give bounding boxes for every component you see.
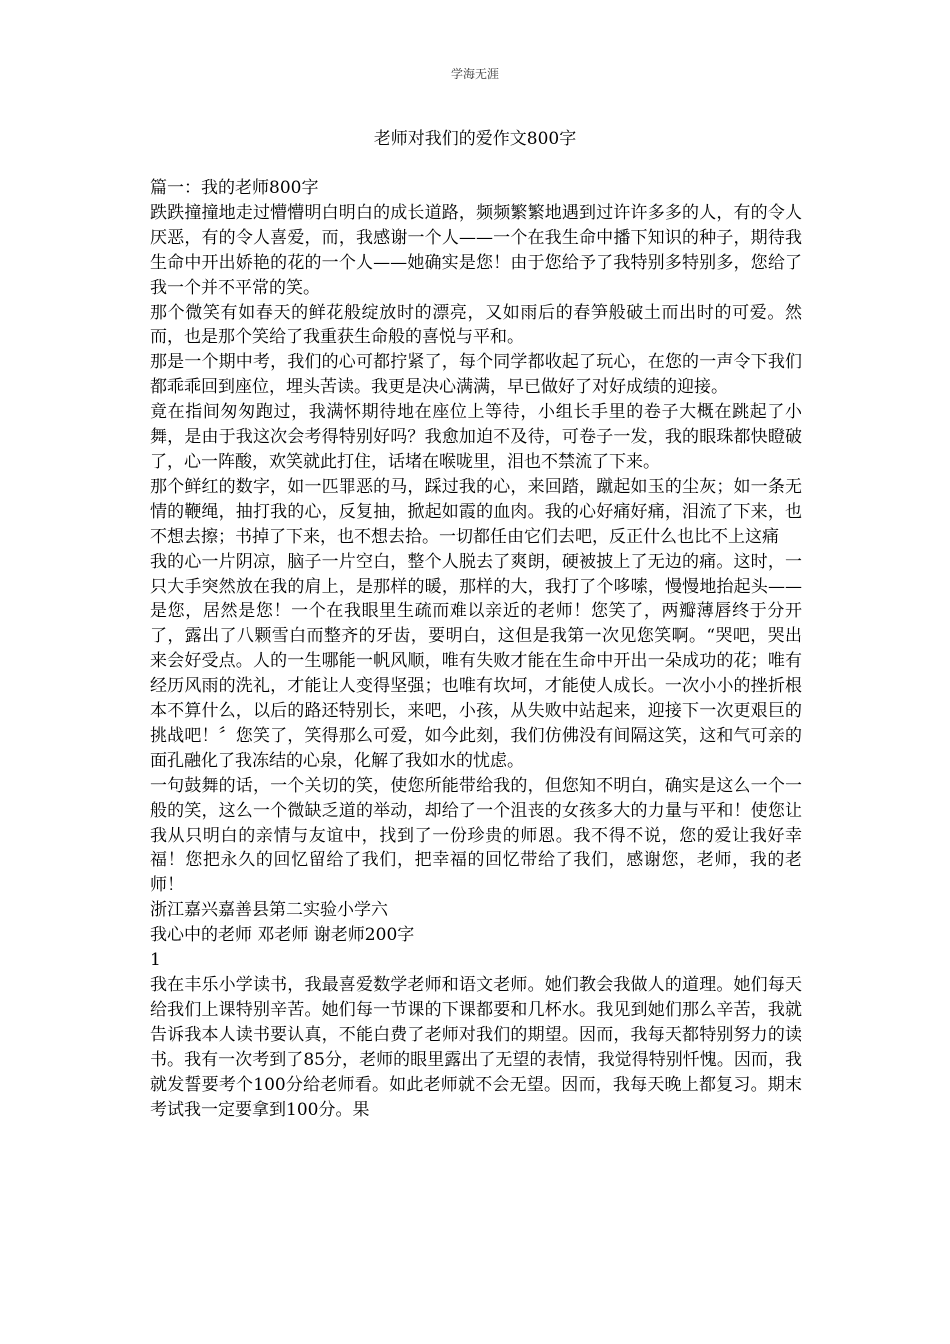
paragraph: 那是一个期中考，我们的心可都拧紧了，每个同学都收起了玩心，在您的一声令下我们都乖乖回到座位，埋头苦读。我更是决心满满，早已做好了对好成绩的迎接。 bbox=[150, 352, 802, 398]
page-header: 学海无涯 bbox=[450, 67, 499, 81]
section-number: 1 bbox=[150, 950, 161, 971]
paragraph: 一句鼓舞的话，一个关切的笑，使您所能带给我的，但您知不明白，确实是这么一个一般的笑，这么一个微缺乏道的举动，却给了一个沮丧的女孩多大的力量与平和！使您让我从只明白的亲情与友谊中，找到了一份珍贵的师恩。我不得不说，您的爱让我好幸福！您把永久的回忆留给了我们，把幸福的回忆带给了我们，感谢您，老师，我的老师！ bbox=[150, 775, 802, 896]
paragraph: 我的心一片阴凉，脑子一片空白，整个人脱去了爽朗，硬被披上了无边的痛。这时，一只大手突然放在我的肩上，是那样的暖，那样的大，我打了个哆嗦，慢慢地抬起头——是您，居然是您！一个在我眼里生疏而难以亲近的老师！您笑了，两瓣薄唇终于分开了，露出了八颗雪白而整齐的牙齿，要明白，这但是我第一次见您笑啊。“哭吧，哭出来会好受点。人的一生哪能一帆风顺，唯有失败才能在生命中开出一朵成功的花；唯有经历风雨的洗礼，才能让人变得坚强；也唯有坎坷，才能使人成长。一次小小的挫折根本不算什么，以后的路还特别长，来吧，小孩，从失败中站起来，迎接下一次更艰巨的挑战吧！〞您笑了，笑得那么可爱，如今此刻，我们仿佛没有间隔这笑，这和气可亲的面孔融化了我冻结的心泉，化解了我如水的忧虑。 bbox=[150, 551, 802, 771]
document-title: 老师对我们的爱作文800字 bbox=[373, 129, 577, 149]
paragraph: 跌跌撞撞地走过懵懵明白明白的成长道路，频频繁繁地遇到过许许多多的人，有的令人厌恶，有的令人喜爱，而，我感谢一个人——一个在我生命中播下知识的种子，期待我生命中开出娇艳的花的一个人——她确实是您！由于您给予了我特别多特别多，您给了我一个并不平常的笑。 bbox=[150, 202, 802, 298]
section-heading: 篇一：我的老师800字 bbox=[150, 178, 319, 198]
paragraph: 我在丰乐小学读书，我最喜爱数学老师和语文老师。她们教会我做人的道理。她们每天给我们上课特别辛苦。她们每一节课的下课都要和几杯水。我见到她们那么辛苦，我就告诉我本人读书要认真，不能白费了老师对我们的期望。因而，我每天都特别努力的读书。我有一次考到了85分，老师的眼里露出了无望的表情，我觉得特别忏愧。因而，我就发誓要考个100分给老师看。如此老师就不会无望。因而，我每天晚上都复习。期末考试我一定要拿到100分。果 bbox=[150, 975, 802, 1120]
section-heading: 我心中的老师 邓老师 谢老师200字 bbox=[150, 925, 415, 946]
paragraph: 那个鲜红的数字，如一匹罪恶的马，踩过我的心，来回踏，蹴起如玉的尘灰；如一条无情的鞭绳，抽打我的心，反复抽，掀起如霞的血肉。我的心好痛好痛，泪流了下来，也不想去擦；书掉了下来，也不想去拾。一切都任由它们去吧，反正什么也比不上这痛 bbox=[150, 476, 802, 547]
document-body bbox=[150, 176, 802, 1122]
paragraph: 那个微笑有如春天的鲜花般绽放时的漂亮，又如雨后的春笋般破土而出时的可爱。然而，也是那个笑给了我重获生命般的喜悦与平和。 bbox=[150, 302, 802, 348]
paragraph: 竟在指间匆匆跑过，我满怀期待地在座位上等待，小组长手里的卷子大概在跳起了小舞，是由于我这次会考得特别好吗？我愈加迫不及待，可卷子一发，我的眼珠都快瞪破了，心一阵酸，欢笑就此打住，话堵在喉咙里，泪也不禁流了下来。 bbox=[150, 402, 802, 472]
author-school: 浙江嘉兴嘉善县第二实验小学六 bbox=[150, 900, 388, 921]
